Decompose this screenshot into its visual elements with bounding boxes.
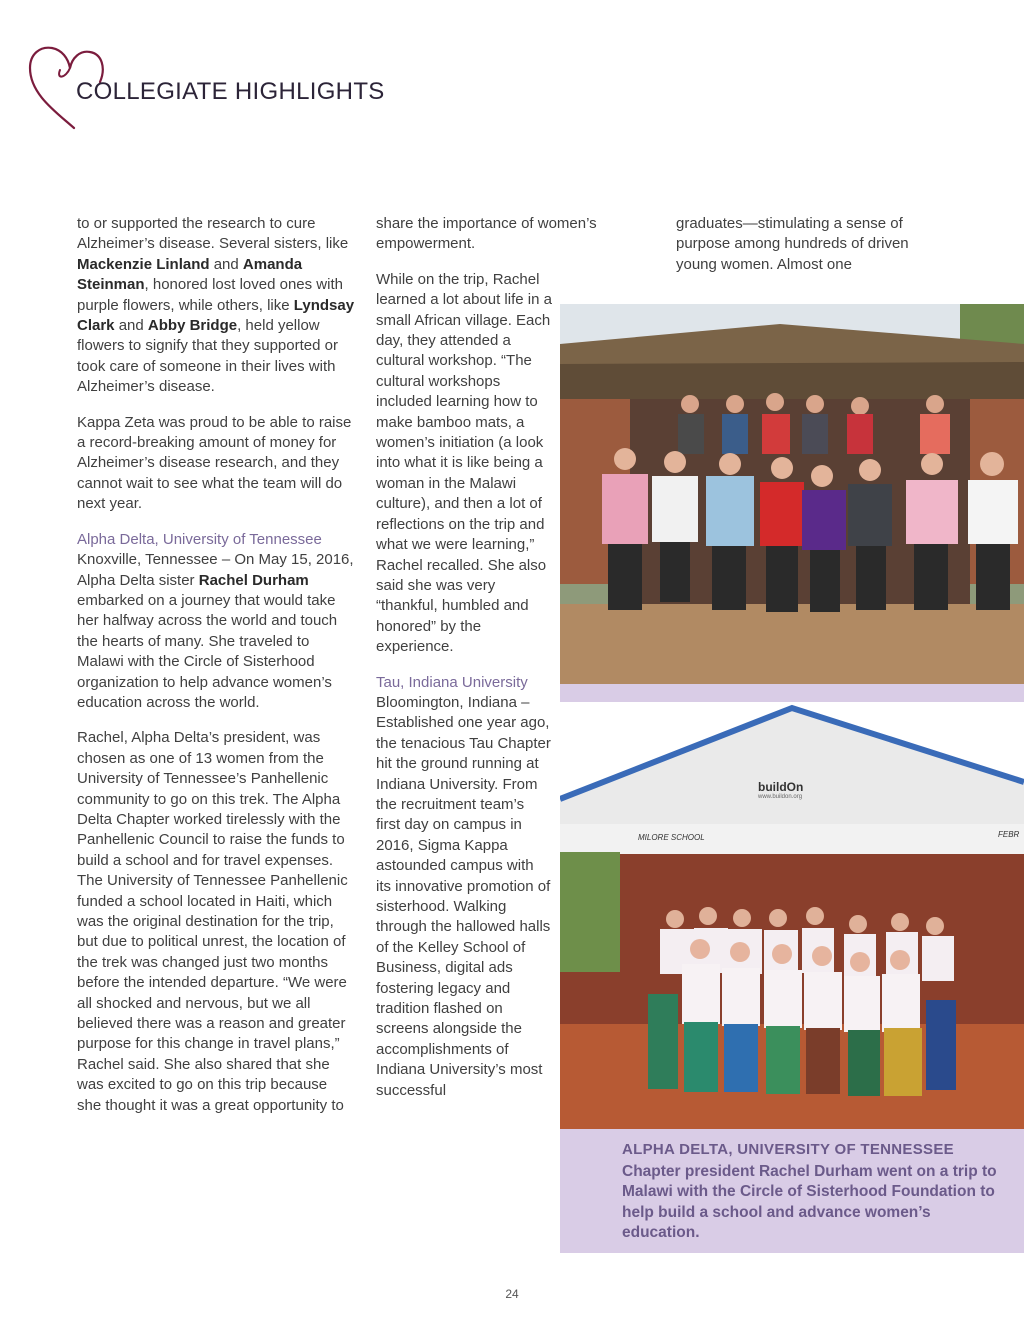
article-column-3 xyxy=(676,214,936,290)
alpha-delta-paragraph-3: share the importance of women’s empowerment. xyxy=(376,215,597,253)
sister-name: Mackenzie Linland xyxy=(77,255,210,273)
chapter-heading: Tau, Indiana University xyxy=(376,673,528,691)
page-number: 24 xyxy=(505,1287,519,1301)
sister-name: Amanda Steinman xyxy=(77,255,303,294)
group-photo-hut xyxy=(560,304,1024,684)
chapter-heading: Alpha Delta, University of Tennessee xyxy=(77,530,322,548)
tau-section: Tau, Indiana University Bloomington, Indiana – Established one year ago, the tenacious Tau Chapter hit the ground running at Indiana University. From the recruitment team’s first day on campus in 2016, Sigma Kappa astounded campus with its innovative promotion of sisterhood. Walking through the hallowed halls of the Kelley School of Business, digital ads fostering legacy and tradition flashed on screens alongside the accomplishments of Indiana University’s most successful xyxy=(376,673,551,1099)
group-photo-school xyxy=(560,704,1024,1129)
section-title: COLLEGIATE HIGHLIGHTS xyxy=(76,78,385,105)
alpha-delta-paragraph-4: While on the trip, Rachel learned a lot about life in a small African village. Each day, they attended a cultural workshop. “The cultural workshops included learning how to make bamboo mats, a women’s initiation (a look into what it is like being a woman in the Malawi culture), and then a lot of reflections on the trip and what we were learning,” Rachel recalled. She also said she was very “thankful, humbled and honored” by the experience. xyxy=(376,270,552,656)
alpha-delta-paragraph-2: Rachel, Alpha Delta’s president, was chosen as one of 13 women from the University of Tennessee’s Panhellenic community to go on this trek. The Alpha Delta Chapter worked tirelessly with the Panhellenic Council to raise the funds to build a school and for travel expenses. The University of Tennessee Panhellenic funded a school located in Haiti, which was the original destination for the trip, but due to political unrest, the location of the trek was changed just two months before the intended departure. “We were all shocked and nervous, but we all believed there was a reason and greater purpose for this change in travel plans,” Rachel said. She also shared that she was excited to go on this trip because she thought it was a great opportunity to xyxy=(77,729,348,1114)
sister-name: Lyndsay Clark xyxy=(77,296,355,335)
alpha-delta-section: Alpha Delta, University of Tennessee Knoxville, Tennessee – On May 15, 2016, Alpha Delta sister Rachel Durham embarked on a journey that would take her halfway across the world and touch the hearts of many. She traveled to Malawi with the Circle of Sisterhood organization to help advance women’s education across the world. xyxy=(77,530,354,711)
sister-name: Abby Bridge xyxy=(147,317,238,335)
tau-paragraph-2: graduates—stimulating a sense of purpose among hundreds of driven young women. Almost one xyxy=(676,215,909,273)
buildon-logo: buildOn www.buildon.org xyxy=(758,780,804,800)
photo-divider-band xyxy=(560,684,1024,702)
caption-heading: ALPHA DELTA, UNIVERSITY OF TENNESSEE xyxy=(622,1141,954,1158)
school-sign-date: FEBR xyxy=(998,830,1020,839)
caption-text: Chapter president Rachel Durham went on a trip to Malawi with the Circle of Sisterhood Foundation to help build a school and advance women’s education. xyxy=(622,1163,997,1242)
kappa-zeta-paragraph-2: Kappa Zeta was proud to be able to raise a record-breaking amount of money for Alzheimer’s disease research, and they cannot wait to see what the team will do next year. xyxy=(77,413,352,513)
kappa-zeta-paragraph-1: to or supported the research to cure Alzheimer’s disease. Several sisters, like Mackenzie Linland and Amanda Steinman, honored lost loved ones with purple flowers, while others, like Lyndsay Clark and Abby Bridge, held yellow flowers to signify that they supported or took care of someone in their lives with Alzheimer’s disease. xyxy=(77,215,355,396)
sister-name: Rachel Durham xyxy=(198,571,309,589)
article-column-1 xyxy=(77,214,355,1131)
school-sign-text: MILORE SCHOOL xyxy=(638,833,705,842)
